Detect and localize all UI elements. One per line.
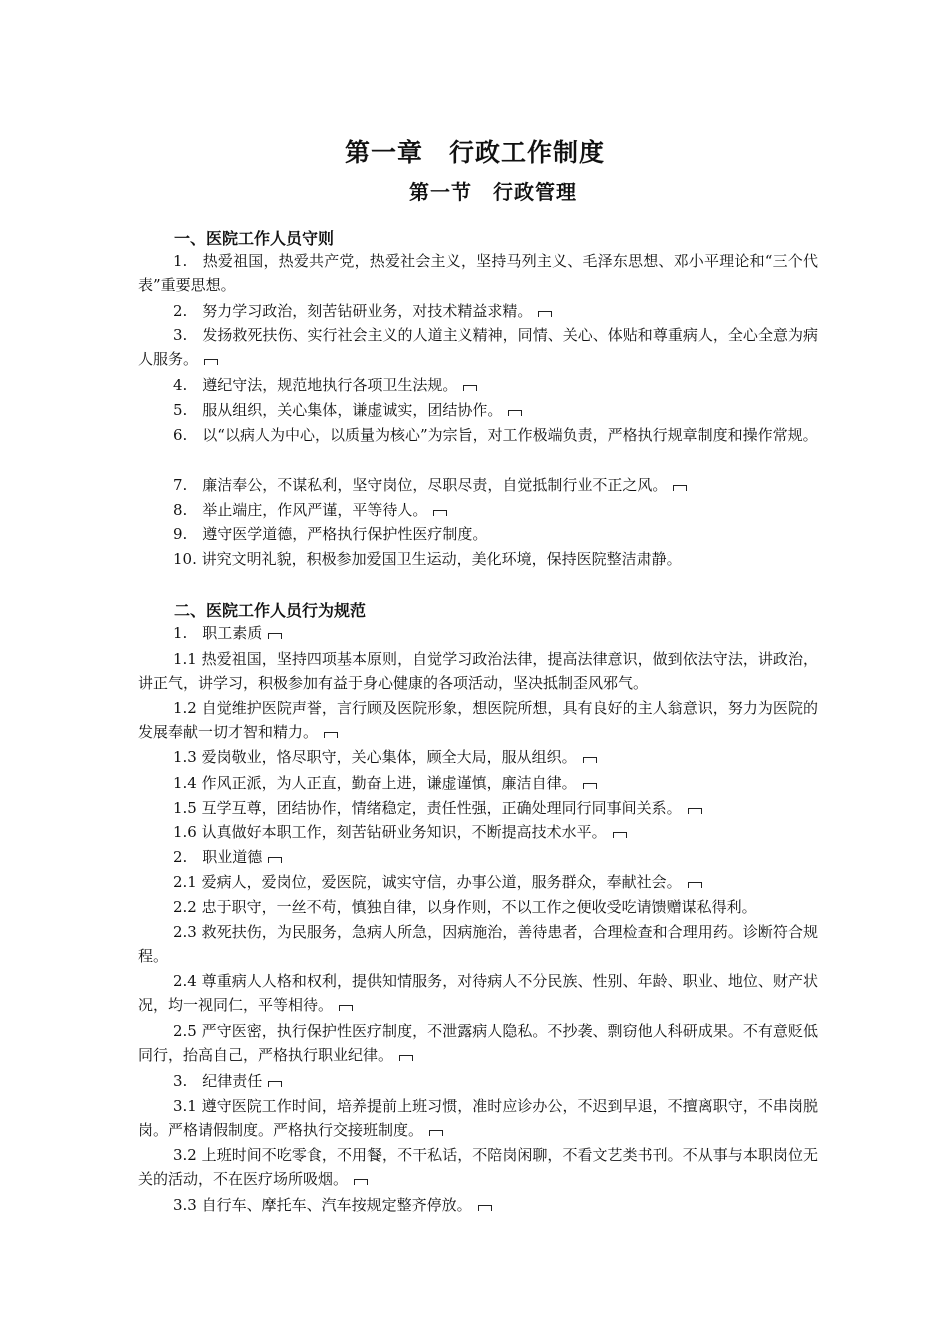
rule-item: 1.4 作风正派，为人正直，勤奋上进，谦虚谨慎，廉洁自律。	[138, 771, 818, 795]
rule-item: 10. 讲究文明礼貌，积极参加爱国卫生运动，美化环境，保持医院整洁肃静。	[173, 550, 682, 568]
rule-item: 9. 遵守医学道德，严格执行保护性医疗制度。	[173, 525, 488, 543]
rule-item: 2.2 忠于职守，一丝不苟，慎独自律，以身作则，不以工作之便收受吃请馈赠谋私得利。	[173, 898, 757, 916]
rule-item: 2.4 尊重病人人格和权利，提供知情服务，对待病人不分民族、性别、年龄、职业、地位、财产状况，均一视同仁，平等相待。	[138, 972, 818, 1014]
line-end-mark-icon	[429, 1130, 443, 1136]
rule-item: 4. 遵纪守法，规范地执行各项卫生法规。	[138, 373, 818, 397]
line-end-mark-icon	[583, 757, 597, 763]
line-end-mark-icon	[463, 385, 477, 391]
line-end-mark-icon	[583, 783, 597, 789]
rule-item: 1. 热爱祖国，热爱共产党，热爱社会主义，坚持马列主义、毛泽东思想、邓小平理论和“三个代表”重要思想。	[138, 252, 818, 294]
rule-item: 5. 服从组织，关心集体，谦虚诚实，团结协作。	[138, 398, 818, 422]
line-end-mark-icon	[688, 882, 702, 888]
section-heading-2: 二、医院工作人员行为规范	[174, 601, 367, 620]
rule-item: 2.1 爱病人，爱岗位，爱医院，诚实守信，办事公道，服务群众，奉献社会。	[138, 870, 818, 894]
line-end-mark-icon	[204, 359, 218, 365]
line-end-mark-icon	[613, 832, 627, 838]
line-end-mark-icon	[508, 410, 522, 416]
line-end-mark-icon	[433, 510, 447, 516]
rule-item: 1.2 自觉维护医院声誉，言行顾及医院形象，想医院所想，具有良好的主人翁意识，努力为医院的发展奉献一切才智和精力。	[138, 699, 818, 741]
rule-item: 2.5 严守医密，执行保护性医疗制度，不泄露病人隐私。不抄袭、剽窃他人科研成果。不有意贬低同行，抬高自己，严格执行职业纪律。	[138, 1022, 818, 1064]
rule-item: 1.5 互学互尊，团结协作，情绪稳定，责任性强，正确处理同行同事间关系。	[138, 796, 818, 820]
line-end-mark-icon	[673, 485, 687, 491]
line-end-mark-icon	[688, 808, 702, 814]
line-end-mark-icon	[268, 633, 282, 639]
rule-item: 3.1 遵守医院工作时间，培养提前上班习惯，准时应诊办公，不迟到早退，不擅离职守，不串岗脱岗。严格请假制度。严格执行交接班制度。	[138, 1097, 818, 1139]
rule-item: 3.3 自行车、摩托车、汽车按规定整齐停放。	[138, 1193, 818, 1217]
line-end-mark-icon	[399, 1055, 413, 1061]
line-end-mark-icon	[339, 1005, 353, 1011]
section-title: 第一节 行政管理	[409, 180, 577, 204]
line-end-mark-icon	[354, 1179, 368, 1185]
chapter-title: 第一章 行政工作制度	[344, 138, 605, 167]
line-end-mark-icon	[268, 1081, 282, 1087]
rule-item: 1.1 热爱祖国，坚持四项基本原则，自觉学习政治法律，提高法律意识，做到依法守法，讲政治，讲正气，讲学习，积极参加有益于身心健康的各项活动，坚决抵制歪风邪气。	[138, 650, 818, 692]
rule-item: 2. 努力学习政治，刻苦钻研业务，对技术精益求精。	[138, 299, 818, 323]
rule-item: 1. 职工素质	[138, 621, 818, 645]
rule-item: 8. 举止端庄，作风严谨，平等待人。	[138, 498, 818, 522]
rule-item: 2.3 救死扶伤，为民服务，急病人所急，因病施治，善待患者，合理检查和合理用药。诊断符合规程。	[138, 923, 818, 965]
rule-item: 1.6 认真做好本职工作，刻苦钻研业务知识，不断提高技术水平。	[138, 820, 818, 844]
line-end-mark-icon	[538, 311, 552, 317]
line-end-mark-icon	[268, 857, 282, 863]
rule-item: 2. 职业道德	[138, 845, 818, 869]
section-heading-1: 一、医院工作人员守则	[174, 229, 335, 248]
rule-item: 3. 纪律责任	[138, 1069, 818, 1093]
rule-item: 3.2 上班时间不吃零食，不用餐，不干私话，不陪岗闲聊，不看文艺类书刊。不从事与本职岗位无关的活动，不在医疗场所吸烟。	[138, 1146, 818, 1188]
line-end-mark-icon	[324, 732, 338, 738]
line-end-mark-icon	[478, 1205, 492, 1211]
rule-item: 6. 以“以病人为中心，以质量为核心”为宗旨，对工作极端负责，严格执行规章制度和操作常规。	[173, 426, 818, 444]
rule-item: 1.3 爱岗敬业，恪尽职守，关心集体，顾全大局，服从组织。	[138, 745, 818, 769]
rule-item: 7. 廉洁奉公，不谋私利，坚守岗位，尽职尽责，自觉抵制行业不正之风。	[138, 473, 818, 497]
rule-item: 3. 发扬救死扶伤、实行社会主义的人道主义精神，同情、关心、体贴和尊重病人，全心全意为病人服务。	[138, 326, 818, 368]
